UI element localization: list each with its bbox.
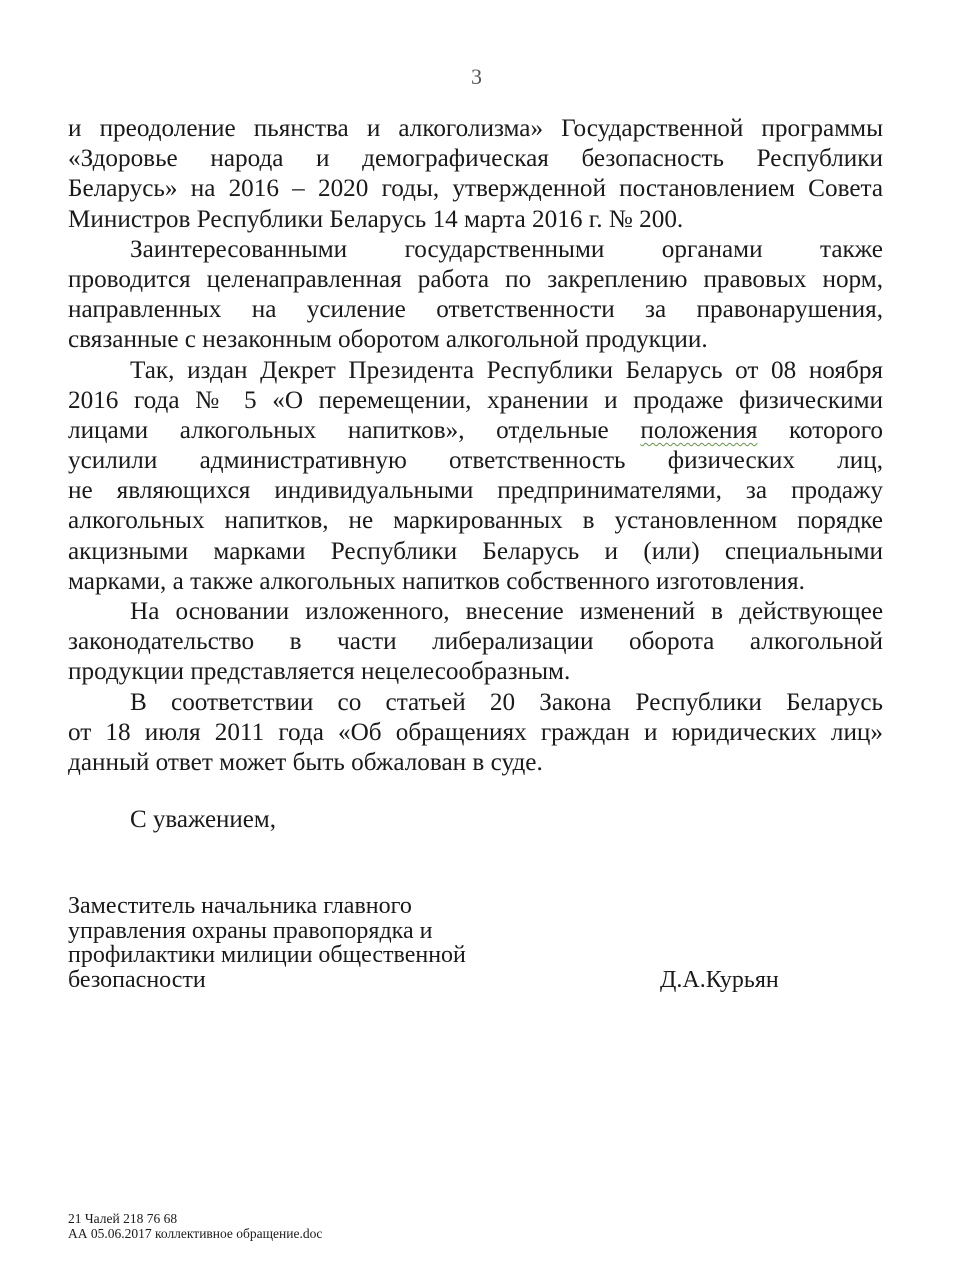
body-line: усилили административную ответственность физических лиц, — [68, 447, 883, 475]
body-fragment: лицами алкогольных напитков», отдельные — [68, 416, 609, 444]
signatory-title-line: безопасности — [68, 966, 206, 993]
closing-salutation: С уважением, — [130, 806, 276, 833]
body-line: от 18 июля 2011 года «Об обращениях граждан и юридических лиц» — [68, 718, 883, 746]
body-line: данный ответ может быть обжалован в суде. — [68, 748, 543, 776]
body-line: акцизными марками Республики Беларусь и (или) специальными — [68, 537, 883, 565]
body-line: связанные с незаконным оборотом алкогольной продукции. — [68, 326, 708, 354]
body-line: проводится целенаправленная работа по закреплению правовых норм, — [68, 265, 883, 293]
body-line: алкогольных напитков, не маркированных в установленном порядке — [68, 507, 883, 535]
body-line: 2016 года № 5 «О перемещении, хранении и продаже физическими — [68, 386, 883, 414]
page-number: 3 — [471, 64, 482, 89]
body-line: Так, издан Декрет Президента Республики Беларусь от 08 ноября — [130, 356, 883, 384]
signatory-title-line: Заместитель начальника главного — [68, 893, 412, 919]
body-line: законодательство в части либерализации оборота алкогольной — [68, 628, 883, 656]
letter-body — [68, 114, 883, 778]
body-line: Беларусь» на 2016 – 2020 годы, утвержденной постановлением Совета — [68, 175, 883, 203]
signatory-title — [68, 894, 466, 992]
body-line: направленных на усиление ответственности за правонарушения, — [68, 296, 883, 324]
document-footer — [68, 1211, 322, 1241]
body-line: марками, а также алкогольных напитков собственного изготовления. — [68, 567, 805, 595]
body-line: не являющихся индивидуальными предпринимателями, за продажу — [68, 477, 883, 505]
footer-line: 21 Чалей 218 76 68 — [68, 1211, 178, 1226]
signatory-name: Д.А.Курьян — [660, 967, 779, 993]
body-fragment: которого — [789, 416, 884, 444]
body-line: и преодоление пьянства и алкоголизма» Государственной программы — [68, 115, 883, 142]
body-line: «Здоровье народа и демографическая безопасность Республики — [68, 145, 883, 173]
body-line: Министров Республики Беларусь 14 марта 2016 г. № 200. — [68, 205, 684, 233]
body-line — [68, 416, 883, 446]
body-line: На основании изложенного, внесение изменений в действующее — [130, 598, 883, 625]
body-line: продукции представляется нецелесообразным. — [68, 658, 571, 686]
spellcheck-underlined-word: положения — [640, 416, 758, 444]
body-line: В соответствии со статьей 20 Закона Республики Беларусь — [130, 688, 883, 716]
signatory-title-line: управления охраны правопорядка и — [68, 917, 433, 944]
footer-line: АА 05.06.2017 коллективное обращение.doc — [68, 1226, 323, 1241]
body-line: Заинтересованными государственными органами также — [130, 235, 883, 263]
signatory-title-line: профилактики милиции общественной — [68, 942, 466, 968]
